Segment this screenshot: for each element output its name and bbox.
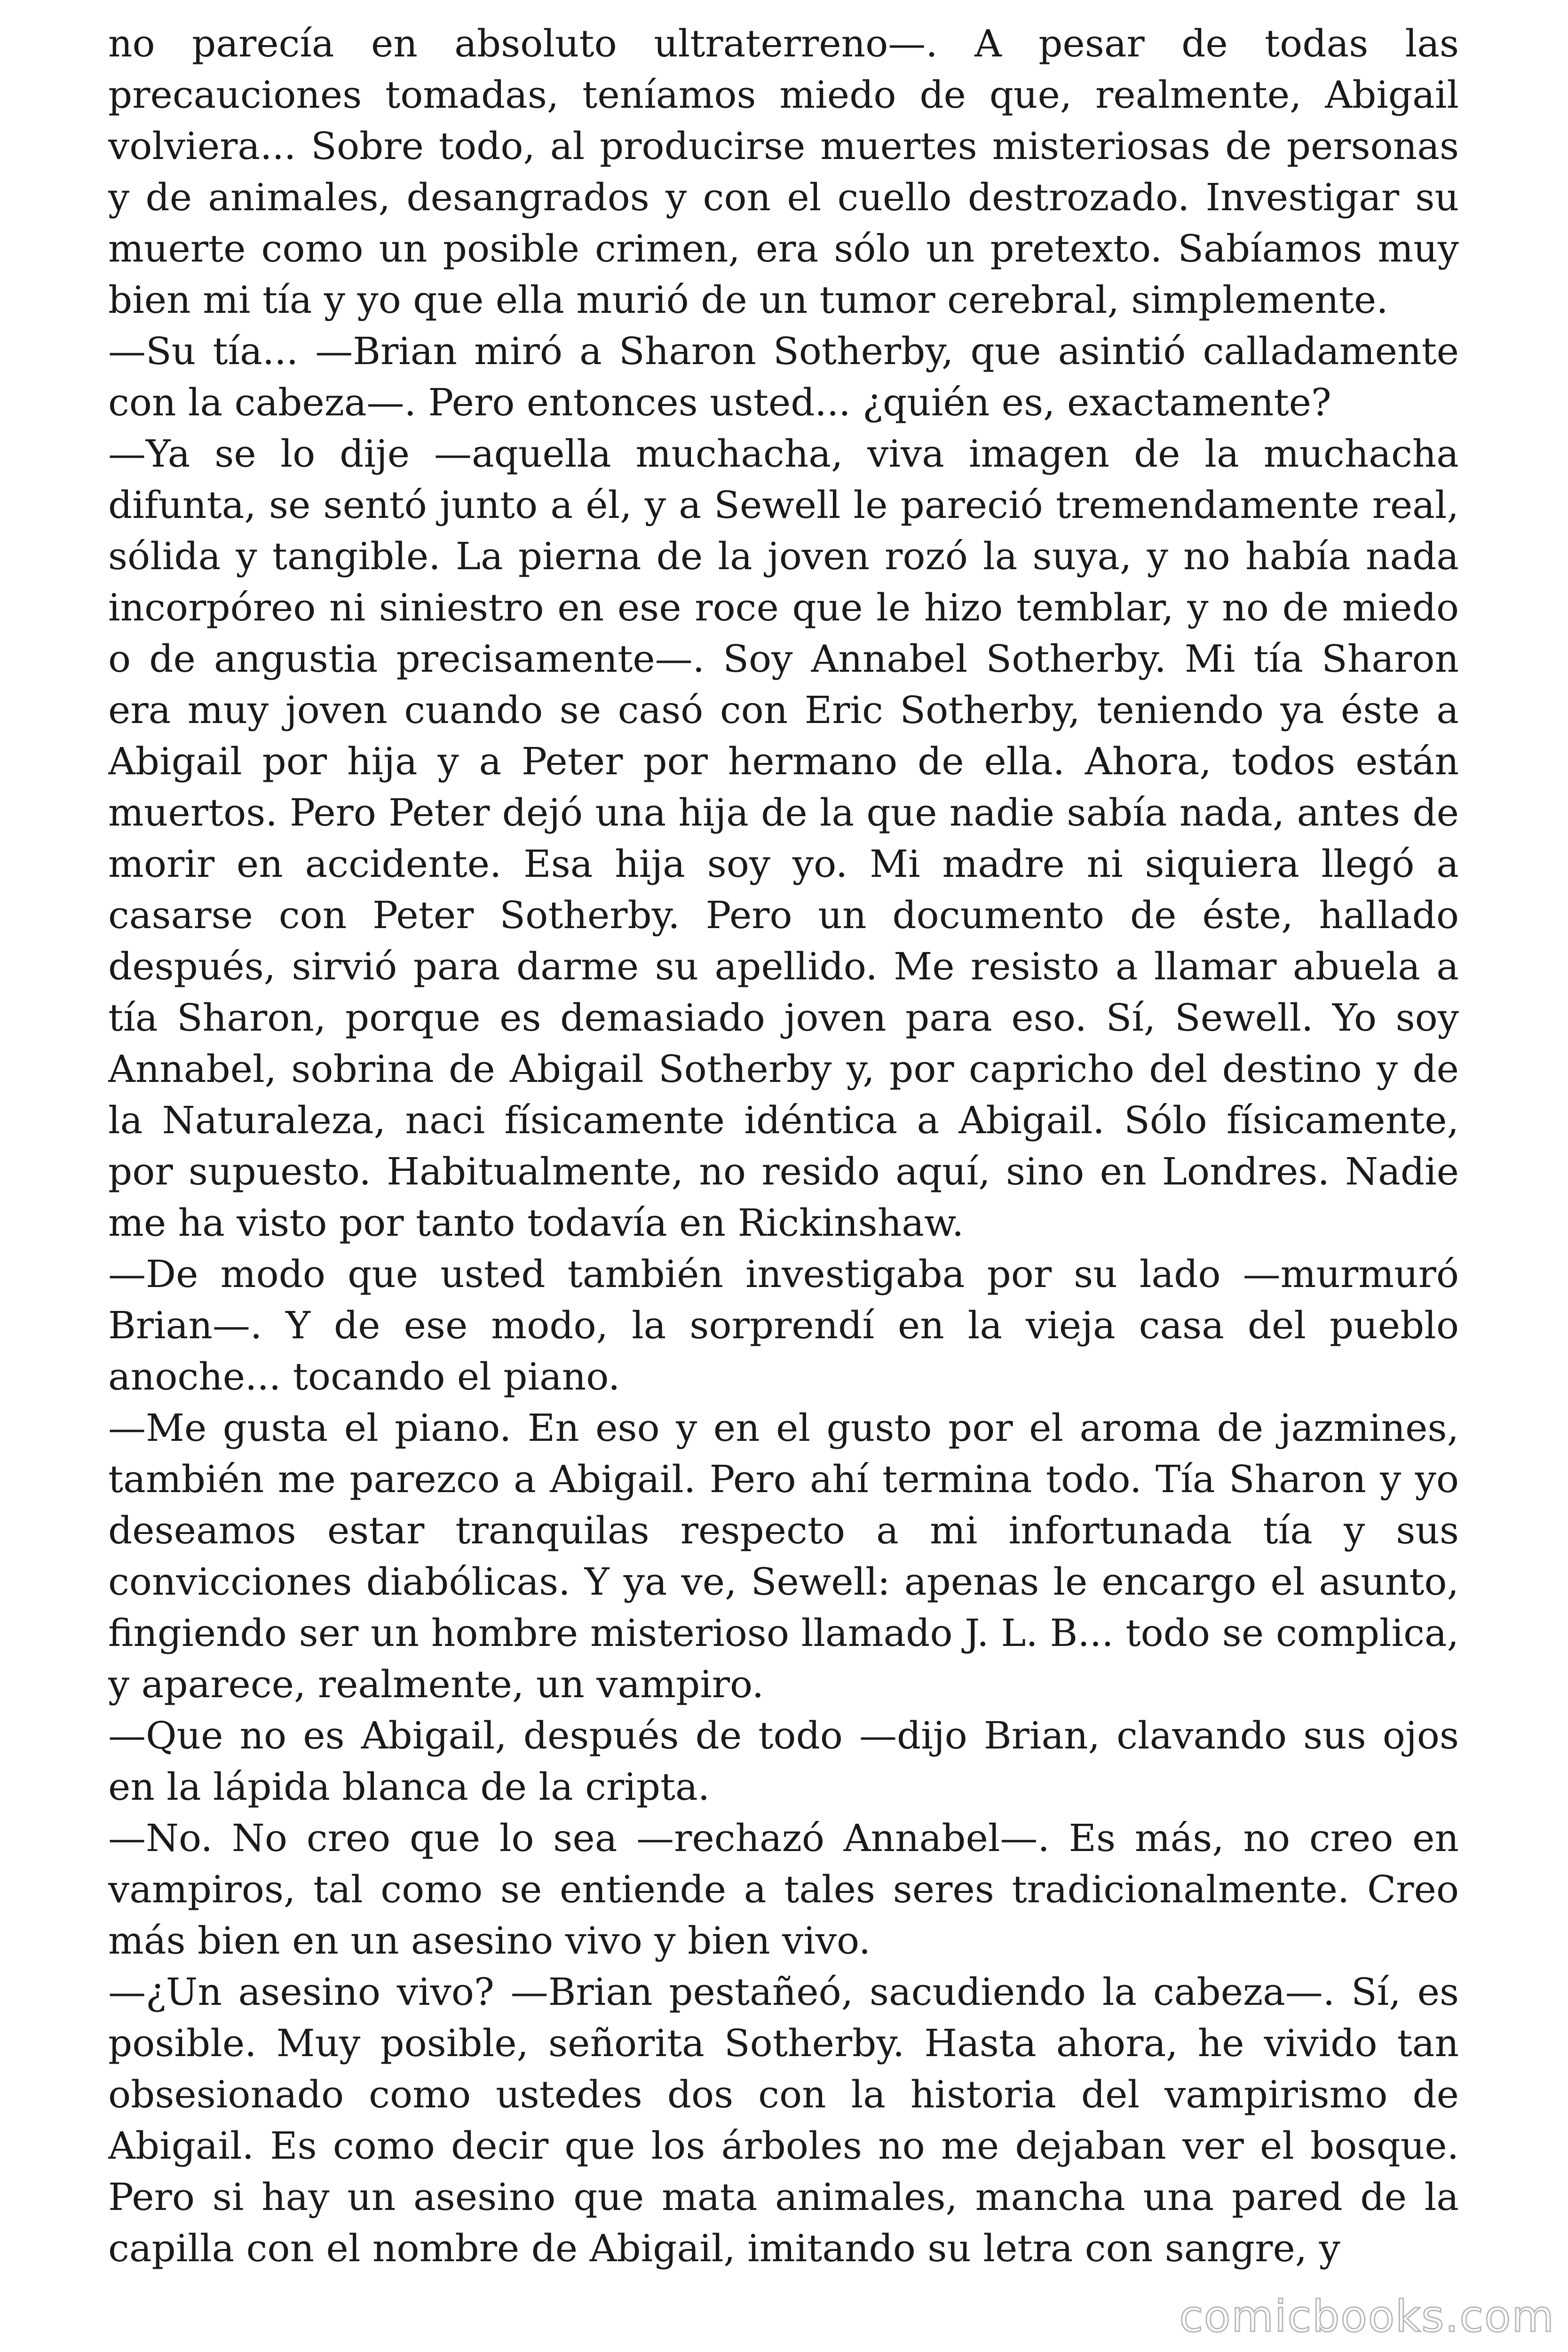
watermark-logo: comicbooks.com [1179, 2291, 1555, 2342]
page-text [108, 18, 1459, 2332]
paragraph: —Ya se lo dije —aquella muchacha, viva imagen de la muchacha difunta, se sentó junto a él, y a Sewell le pareció tremendamente real, sólida y tangible. La pierna de la joven rozó la suya, y no había nada incorpóreo ni siniestro en ese roce que le hizo temblar, y no de miedo o de angustia precisamente—. Soy Annabel Sotherby. Mi tía Sharon era muy joven cuando se casó con Eric Sotherby, teniendo ya éste a Abigail por hija y a Peter por hermano de ella. Ahora, todos están muertos. Pero Peter dejó una hija de la que nadie sabía nada, antes de morir en accidente. Esa hija soy yo. Mi madre ni siquiera llegó a casarse con Peter Sotherby. Pero un documento de éste, hallado después, sirvió para darme su apellido. Me resisto a llamar abuela a tía Sharon, porque es demasiado joven para eso. Sí, Sewell. Yo soy Annabel, sobrina de Abigail Sotherby y, por capricho del destino y de la Naturaleza, naci físicamente idéntica a Abigail. Sólo físicamente, por supuesto. Habitualmente, no resido aquí, sino en Londres. Nadie me ha visto por tanto todavía en Rickinshaw. [108, 432, 1459, 1245]
paragraph: no parecía en absoluto ultraterreno—. A pesar de todas las precauciones tomadas, teníamos miedo de que, realmente, Abigail volviera... Sobre todo, al producirse muertes misteriosas de personas y de animales, desangrados y con el cuello destrozado. Investigar su muerte como un posible crimen, era sólo un pretexto. Sabíamos muy bien mi tía y yo que ella murió de un tumor cerebral, simplemente. [108, 22, 1459, 322]
paragraph: —Que no es Abigail, después de todo —dijo Brian, clavando sus ojos en la lápida blanca de la cripta. [108, 1714, 1459, 1809]
paragraph: —Su tía... —Brian miró a Sharon Sotherby, que asintió calladamente con la cabeza—. Pero entonces usted... ¿quién es, exactamente? [108, 329, 1459, 424]
paragraph: —¿Un asesino vivo? —Brian pestañeó, sacudiendo la cabeza—. Sí, es posible. Muy posible, señorita Sotherby. Hasta ahora, he vivido tan obsesionado como ustedes dos con la historia del vampirismo de Abigail. Es como decir que los árboles no me dejaban ver el bosque. Pero si hay un asesino que mata animales, mancha una pared de la capilla con el nombre de Abigail, imitando su letra con sangre, y [108, 1970, 1459, 2270]
paragraph: —De modo que usted también investigaba por su lado —murmuró Brian—. Y de ese modo, la sorprendí en la vieja casa del pueblo anoche... tocando el piano. [108, 1252, 1459, 1398]
paragraph: —Me gusta el piano. En eso y en el gusto por el aroma de jazmines, también me parezco a Abigail. Pero ahí termina todo. Tía Sharon y yo deseamos estar tranquilas respecto a mi infortunada tía y sus convicciones diabólicas. Y ya ve, Sewell: apenas le encargo el asunto, fingiendo ser un hombre misterioso llamado J. L. B... todo se complica, y aparece, realmente, un vampiro. [108, 1406, 1459, 1706]
paragraph: —No. No creo que lo sea —rechazó Annabel—. Es más, no creo en vampiros, tal como se entiende a tales seres tradicionalmente. Creo más bien en un asesino vivo y bien vivo. [108, 1816, 1459, 1963]
